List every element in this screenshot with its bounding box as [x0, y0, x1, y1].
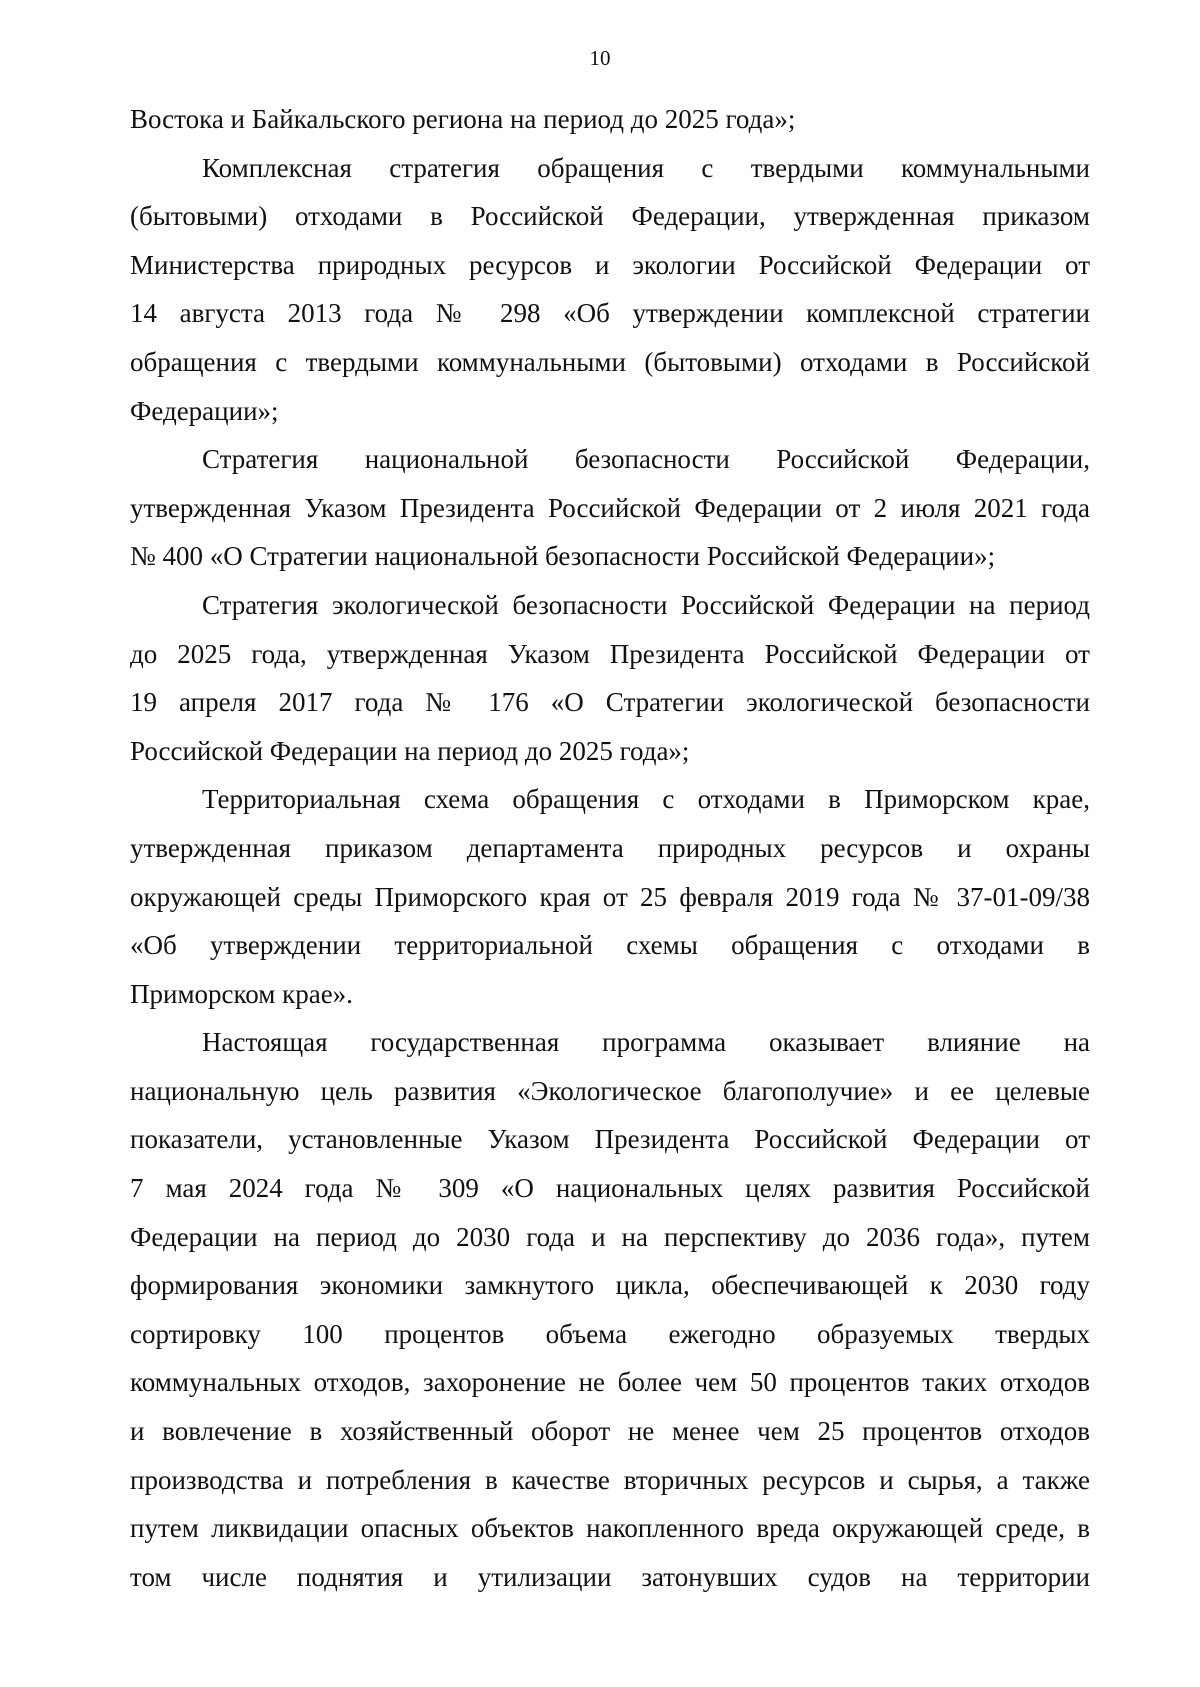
text-line: 14 августа 2013 года № 298 «Об утверждении комплексной стратегии — [130, 298, 1090, 329]
text-line: 7 мая 2024 года № 309 «О национальных целях развития Российской — [130, 1173, 1090, 1204]
text-line: путем ликвидации опасных объектов накопленного вреда окружающей среде, в — [130, 1513, 1090, 1544]
text-line: Территориальная схема обращения с отходами в Приморском крае, — [202, 784, 1090, 815]
paragraph — [130, 435, 1090, 581]
text-line: Комплексная стратегия обращения с твердыми коммунальными — [202, 152, 1090, 183]
paragraph — [130, 144, 1090, 436]
text-line: утвержденная Указом Президента Российской Федерации от 2 июля 2021 года — [130, 492, 1090, 523]
text-line: «Об утверждении территориальной схемы обращения с отходами в — [130, 930, 1090, 961]
text-line: Министерства природных ресурсов и экологии Российской Федерации от — [130, 249, 1090, 280]
text-line: 19 апреля 2017 года № 176 «О Стратегии экологической безопасности — [130, 687, 1090, 718]
text-line: утвержденная приказом департамента природных ресурсов и охраны — [130, 832, 1090, 863]
text-line: том числе поднятия и утилизации затонувших судов на территории — [130, 1561, 1090, 1592]
text-line: до 2025 года, утвержденная Указом Президента Российской Федерации от — [130, 638, 1090, 669]
text-line: производства и потребления в качестве вторичных ресурсов и сырья, а также — [130, 1464, 1090, 1495]
text-line: Приморском крае». — [130, 978, 353, 1009]
text-line: Стратегия экологической безопасности Российской Федерации на период — [202, 589, 1090, 620]
paragraph — [130, 775, 1090, 1018]
text-line: обращения с твердыми коммунальными (бытовыми) отходами в Российской — [130, 346, 1090, 377]
text-line: национальную цель развития «Экологическое благополучие» и ее целевые — [130, 1075, 1090, 1106]
paragraph — [130, 581, 1090, 775]
paragraph — [130, 95, 1090, 144]
document-body — [130, 95, 1090, 1601]
text-line: коммунальных отходов, захоронение не более чем 50 процентов таких отходов — [130, 1367, 1090, 1398]
text-line: Востока и Байкальского региона на период до 2025 года»; — [130, 104, 796, 134]
text-line: Настоящая государственная программа оказывает влияние на — [202, 1027, 1090, 1058]
text-line: Федерации»; — [130, 395, 279, 426]
text-line: Стратегия национальной безопасности Российской Федерации, — [202, 444, 1090, 475]
text-line: Российской Федерации на период до 2025 года»; — [130, 735, 690, 766]
text-line: (бытовыми) отходами в Российской Федерации, утвержденная приказом — [130, 201, 1090, 232]
text-line: формирования экономики замкнутого цикла, обеспечивающей к 2030 году — [130, 1270, 1090, 1301]
text-line: сортировку 100 процентов объема ежегодно образуемых твердых — [130, 1318, 1090, 1349]
text-line: № 400 «О Стратегии национальной безопасности Российской Федерации»; — [130, 541, 996, 572]
text-line: показатели, установленные Указом Президента Российской Федерации от — [130, 1124, 1090, 1155]
text-line: и вовлечение в хозяйственный оборот не менее чем 25 процентов отходов — [130, 1416, 1090, 1447]
page-number: 10 — [589, 46, 611, 70]
text-line: Федерации на период до 2030 года и на перспективу до 2036 года», путем — [130, 1221, 1090, 1252]
text-line: окружающей среды Приморского края от 25 февраля 2019 года № 37-01-09/38 — [130, 881, 1090, 912]
paragraph — [130, 1018, 1090, 1601]
